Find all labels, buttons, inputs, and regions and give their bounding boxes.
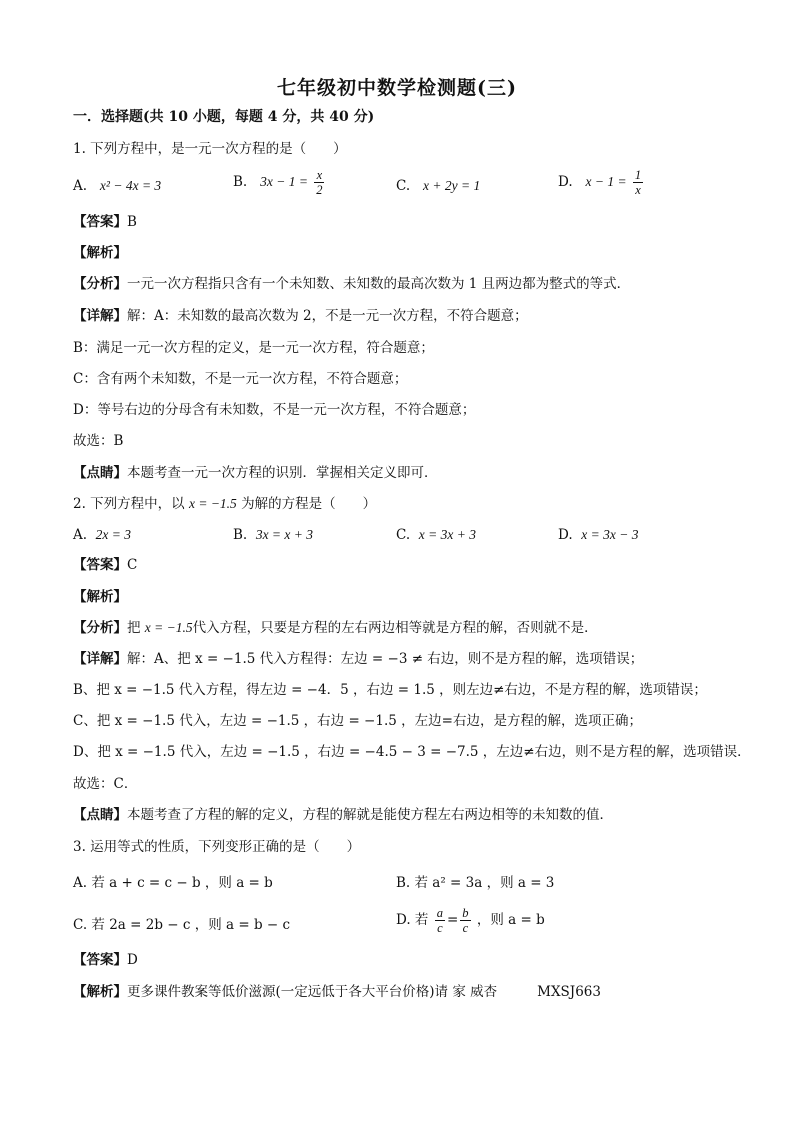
q3-option-d-fraction-right: $\frac{b}{c}$: [462, 906, 469, 935]
q1-detail-b: B：满足一元一次方程的定义，是一元一次方程，符合题意；: [73, 340, 434, 356]
q2-jiexi-label: 【解析】: [73, 589, 127, 605]
q2-comment: 【点睛】本题考查了方程的解的定义，方程的解就是能使方程左右两边相等的未知数的值．: [73, 807, 613, 823]
q1-stem: 1. 下列方程中，是一元一次方程的是（ ）: [73, 141, 347, 157]
q1-option-d-fraction: $\frac{1}{x}$: [634, 168, 642, 197]
q3-option-d-fraction-left: $\frac{a}{c}$: [436, 906, 443, 935]
q2-option-d: D. x = 3x − 3: [558, 527, 639, 543]
q3-answer: 【答案】D: [73, 952, 138, 968]
q1-option-c: C. x + 2y = 1: [396, 178, 481, 194]
q1-detail: 【详解】解：A：未知数的最高次数为 2，不是一元一次方程，不符合题意；: [73, 308, 528, 324]
q1-option-b-fraction: $\frac{x}{2}$: [316, 168, 323, 197]
q2-detail-d: D、把 x = −1.5 代入，左边 = −1.5 ，右边 = −4.5 − 3 = −7.5 ，左边≠右边，则不是方程的解，选项错误．: [73, 744, 751, 760]
q2-option-b: B. 3x = x + 3: [233, 527, 314, 543]
q1-option-a-math: x² − 4x = 3: [99, 178, 162, 193]
q1-option-d: D. x − 1 = $\frac{1}{x}$: [558, 168, 642, 197]
q3-option-a: A. 若 a + c = c − b ，则 a = b: [73, 875, 273, 891]
q1-detail-c: C：含有两个未知数，不是一元一次方程，不符合题意；: [73, 371, 408, 387]
q3-jiexi: 【解析】更多课件教案等低价滋源(一定远低于各大平台价格)请 家 威杏 MXSJ663: [73, 984, 601, 1000]
q2-choice: 故选：C．: [73, 776, 138, 792]
q1-analysis: 【分析】一元一次方程指只含有一个未知数、未知数的最高次数为 1 且两边都为整式的等式．: [73, 276, 631, 292]
q3-code: MXSJ663: [537, 984, 601, 1000]
q1-option-a: A. x² − 4x = 3: [73, 178, 162, 194]
q2-answer: 【答案】C: [73, 557, 138, 573]
section-heading: 一．选择题(共 10 小题，每题 4 分，共 40 分): [73, 109, 375, 125]
q2-option-c: C. x = 3x + 3: [396, 527, 476, 543]
q1-answer: 【答案】B: [73, 214, 137, 230]
q2-detail-c: C、把 x = −1.5 代入，左边 = −1.5 ，右边 = −1.5 ，左边=右边，是方程的解，选项正确；: [73, 713, 642, 729]
q3-option-b: B. 若 a² = 3a ，则 a = 3: [396, 875, 555, 891]
q2-detail-b: B、把 x = −1.5 代入方程，得左边 = −4．5 ，右边 = 1.5 ，则左边≠右边，不是方程的解，选项错误；: [73, 682, 707, 698]
page-title: 七年级初中数学检测题(三): [277, 77, 517, 99]
q1-comment: 【点睛】本题考查一元一次方程的识别．掌握相关定义即可．: [73, 465, 438, 481]
q2-stem: 2. 下列方程中，以 x = −1.5 为解的方程是（ ）: [73, 496, 377, 512]
q3-option-d: D. 若 $\frac{a}{c}$ = $\frac{b}{c}$ ，则 a = b: [396, 906, 545, 935]
q3-stem: 3. 运用等式的性质，下列变形正确的是（ ）: [73, 839, 361, 855]
q2-analysis: 【分析】把 x = −1.5代入方程，只要是方程的左右两边相等就是方程的解，否则就不是．: [73, 620, 598, 636]
q1-detail-d: D：等号右边的分母含有未知数，不是一元一次方程，不符合题意；: [73, 402, 476, 418]
q1-choice: 故选：B: [73, 433, 124, 449]
q3-option-c: C. 若 2a = 2b − c ，则 a = b − c: [73, 917, 291, 933]
q1-option-b: B. 3x − 1 = $\frac{x}{2}$: [233, 168, 323, 197]
q1-jiexi-label: 【解析】: [73, 245, 127, 261]
q2-detail: 【详解】解：A、把 x = −1.5 代入方程得：左边 = −3 ≠ 右边，则不是方程的解，选项错误；: [73, 651, 644, 667]
q2-option-a: A. 2x = 3: [73, 527, 131, 543]
